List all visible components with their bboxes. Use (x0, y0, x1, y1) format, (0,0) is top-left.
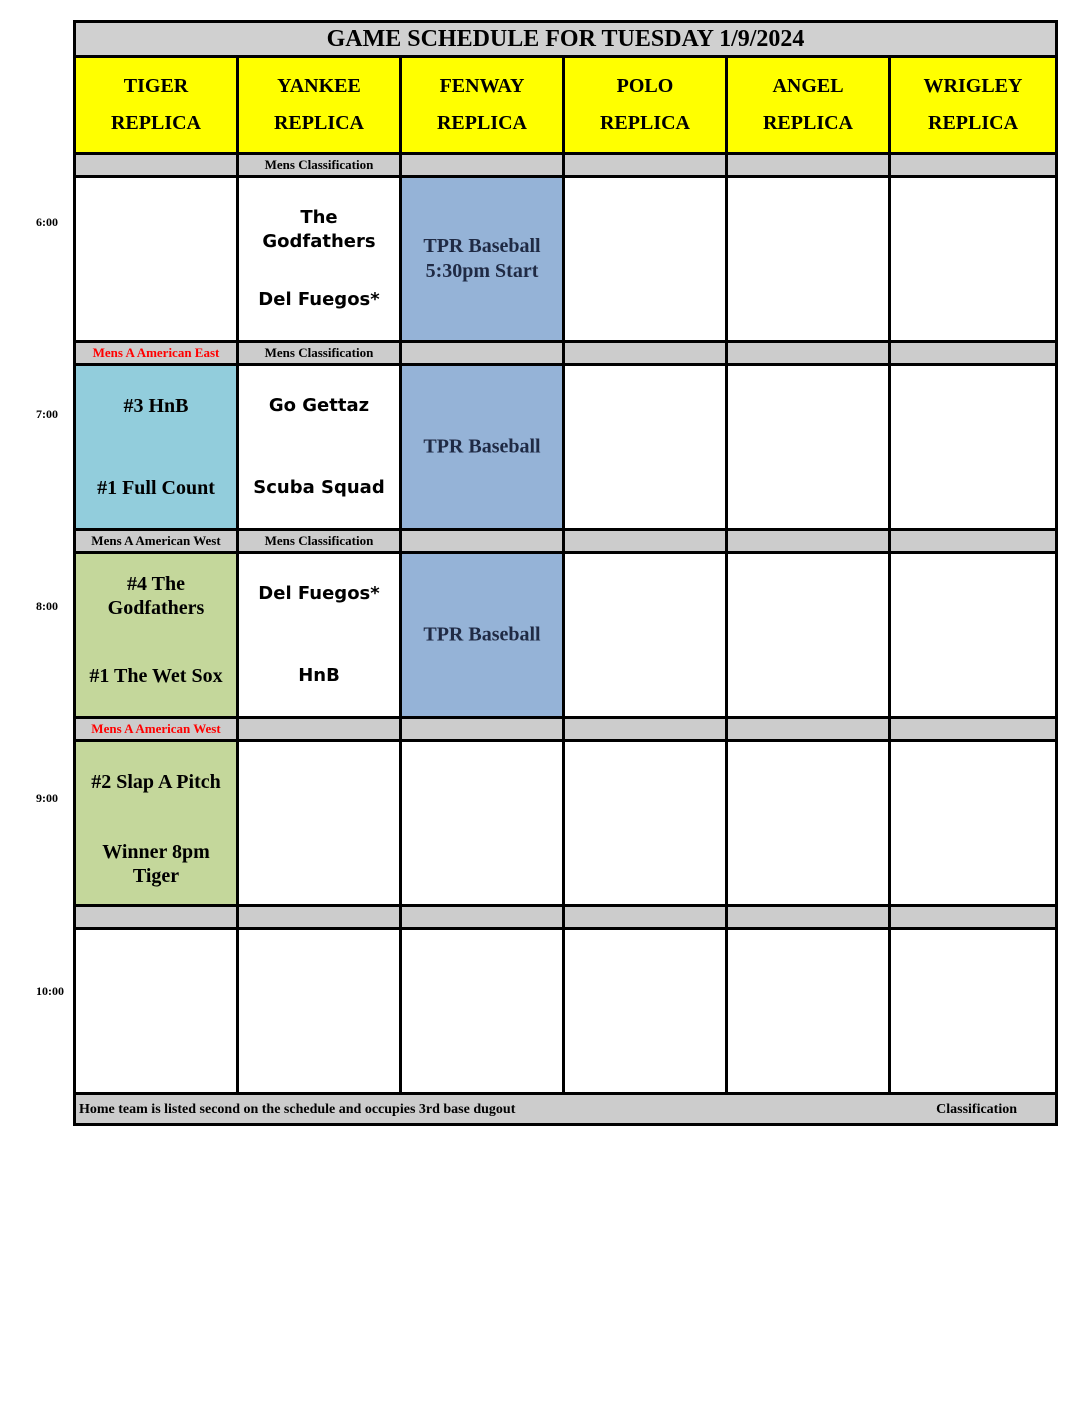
field-header-row (75, 57, 1057, 154)
footer-classification-label: Classification (936, 1102, 1018, 1117)
away-team: #3 HnB (123, 395, 189, 417)
field-name: POLO (616, 75, 674, 97)
classification-cell: Mens Classification (238, 530, 401, 553)
classification-cell (727, 906, 890, 929)
field-header-angel (727, 57, 890, 154)
time-label-8: 8:00 (36, 599, 58, 613)
game-slot-row (75, 553, 1057, 718)
classification-row (75, 718, 1057, 741)
reserved-label: TPR Baseball (423, 435, 541, 458)
footer-note: Home team is listed second on the schedule and occupies 3rd base dugout (79, 1102, 516, 1117)
game-cell (727, 365, 890, 530)
classification-cell (401, 342, 564, 365)
field-subtitle: REPLICA (436, 112, 527, 134)
classification-cell: Mens Classification (238, 154, 401, 177)
game-cell (890, 741, 1057, 906)
classification-cell: Mens A American East (75, 342, 238, 365)
game-cell (238, 177, 401, 342)
classification-cell: Mens Classification (238, 342, 401, 365)
classification-cell (401, 906, 564, 929)
classification-row (75, 154, 1057, 177)
field-name: TIGER (123, 75, 189, 97)
classification-cell (727, 342, 890, 365)
away-team: The Godfathers (262, 207, 376, 252)
game-cell (401, 177, 564, 342)
time-label-9: 9:00 (36, 791, 58, 805)
field-name: FENWAY (439, 75, 525, 97)
field-header-tiger (75, 57, 238, 154)
game-cell (401, 553, 564, 718)
time-label-10: 10:00 (36, 984, 64, 998)
game-cell (401, 365, 564, 530)
field-subtitle: REPLICA (110, 112, 201, 134)
game-cell (238, 741, 401, 906)
classification-cell (401, 530, 564, 553)
game-cell (401, 741, 564, 906)
home-team: HnB (298, 665, 340, 686)
game-cell (564, 553, 727, 718)
classification-cell (727, 530, 890, 553)
away-team: Go Gettaz (268, 395, 370, 416)
classification-row (75, 530, 1057, 553)
time-column (0, 0, 73, 1408)
field-name: YANKEE (277, 75, 361, 97)
page-title: GAME SCHEDULE FOR TUESDAY 1/9/2024 (75, 22, 1057, 57)
reserved-label: TPR Baseball (423, 623, 541, 646)
classification-cell (727, 718, 890, 741)
home-team: Winner 8pm Tiger (102, 841, 210, 887)
away-team: #4 The Godfathers (107, 573, 205, 619)
field-header-wrigley (890, 57, 1057, 154)
game-slot-row (75, 929, 1057, 1094)
game-slot-row (75, 177, 1057, 342)
classification-cell (564, 154, 727, 177)
field-name: WRIGLEY (923, 75, 1023, 97)
game-cell (890, 177, 1057, 342)
field-subtitle: REPLICA (762, 112, 853, 134)
classification-cell (890, 530, 1057, 553)
classification-cell (890, 342, 1057, 365)
field-name: ANGEL (772, 75, 844, 97)
time-label-7: 7:00 (36, 407, 58, 421)
game-cell (75, 929, 238, 1094)
classification-cell (564, 906, 727, 929)
classification-cell (727, 154, 890, 177)
home-team: Scuba Squad (253, 477, 385, 498)
game-cell (75, 741, 238, 906)
game-cell (890, 929, 1057, 1094)
classification-cell (890, 906, 1057, 929)
home-team: #1 The Wet Sox (89, 665, 223, 687)
game-cell (727, 741, 890, 906)
game-cell (75, 553, 238, 718)
game-cell (727, 177, 890, 342)
title-row (75, 22, 1057, 57)
away-team: Del Fuegos* (258, 583, 380, 604)
away-team: #2 Slap A Pitch (91, 771, 221, 793)
classification-cell (564, 718, 727, 741)
game-cell (238, 929, 401, 1094)
game-cell (564, 741, 727, 906)
game-slot-row (75, 741, 1057, 906)
game-cell (75, 177, 238, 342)
schedule-table (73, 20, 1058, 1126)
field-subtitle: REPLICA (599, 112, 690, 134)
classification-cell: Mens A American West (75, 718, 238, 741)
game-slot-row (75, 365, 1057, 530)
field-header-polo (564, 57, 727, 154)
classification-cell (238, 718, 401, 741)
classification-cell (75, 906, 238, 929)
footer-cell (75, 1094, 1057, 1125)
schedule-sheet (73, 20, 1055, 1126)
footer-row (75, 1094, 1057, 1125)
classification-cell (401, 718, 564, 741)
game-cell (890, 365, 1057, 530)
classification-cell (401, 154, 564, 177)
classification-cell (238, 906, 401, 929)
game-cell (238, 553, 401, 718)
classification-cell (564, 342, 727, 365)
game-cell (75, 365, 238, 530)
home-team: #1 Full Count (97, 477, 215, 499)
game-cell (238, 365, 401, 530)
home-team: Del Fuegos* (258, 289, 380, 310)
classification-row (75, 906, 1057, 929)
reserved-label: TPR Baseball 5:30pm Start (423, 235, 541, 282)
classification-cell (75, 154, 238, 177)
time-label-6: 6:00 (36, 215, 58, 229)
game-cell (564, 177, 727, 342)
game-cell (564, 929, 727, 1094)
classification-row (75, 342, 1057, 365)
field-header-yankee (238, 57, 401, 154)
game-cell (890, 553, 1057, 718)
classification-cell (564, 530, 727, 553)
field-subtitle: REPLICA (928, 112, 1019, 134)
game-cell (564, 365, 727, 530)
field-header-fenway (401, 57, 564, 154)
game-cell (727, 553, 890, 718)
classification-cell (890, 154, 1057, 177)
game-cell (727, 929, 890, 1094)
classification-cell (890, 718, 1057, 741)
field-subtitle: REPLICA (273, 112, 364, 134)
classification-cell: Mens A American West (75, 530, 238, 553)
game-cell (401, 929, 564, 1094)
